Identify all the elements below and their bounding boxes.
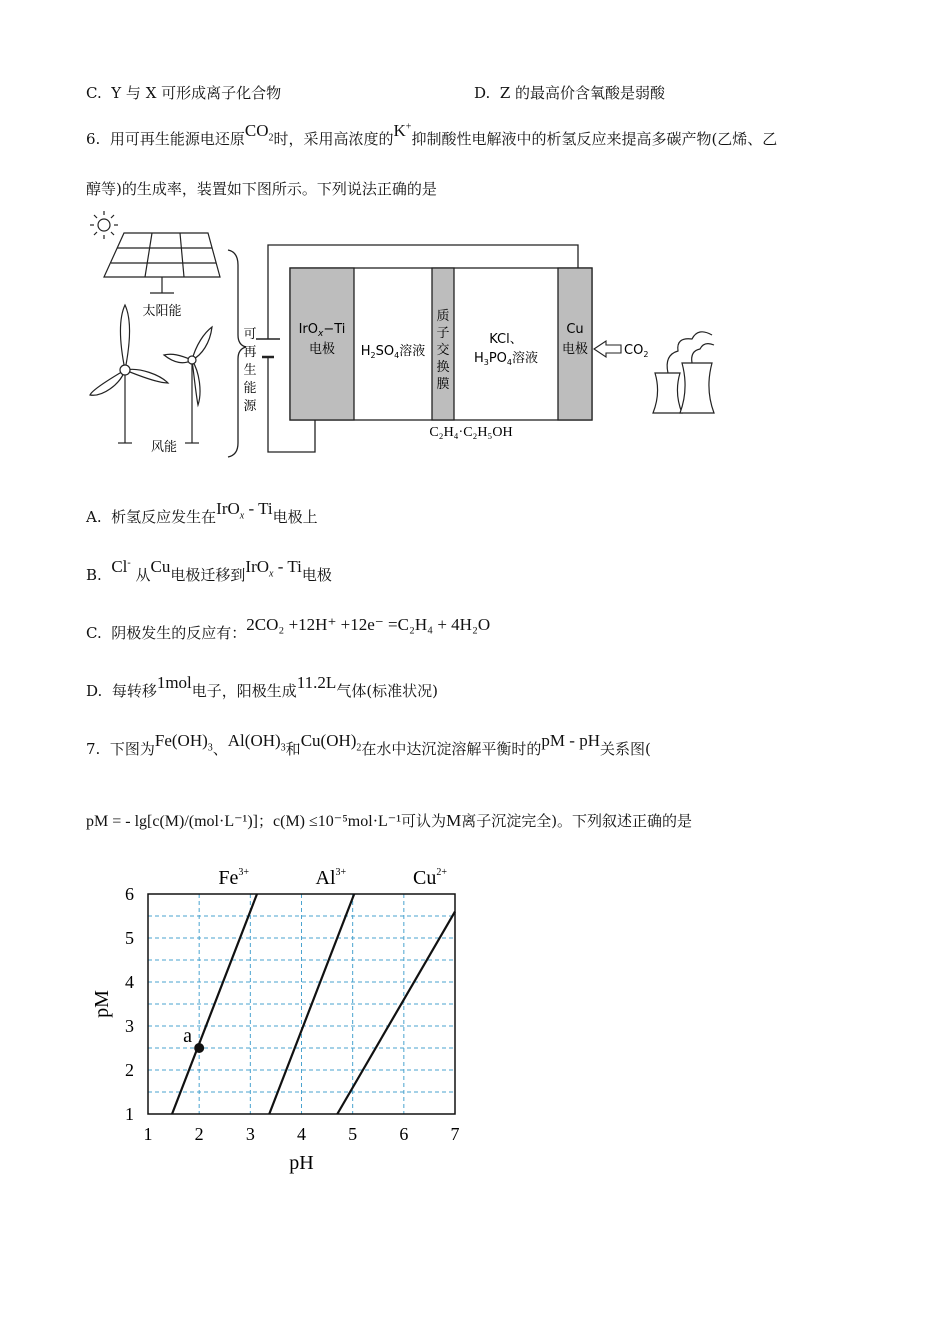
q6-option-a[interactable]	[86, 499, 318, 529]
kcl-label: KCl、	[489, 332, 523, 347]
formula-part: H	[473, 351, 484, 366]
iro2-formula	[216, 499, 273, 522]
option-text: Y 与 X 可形成离子化合物	[111, 84, 282, 102]
option-letter: C.	[86, 624, 102, 642]
membrane-char: 子	[436, 325, 450, 340]
formula-part: CO	[624, 343, 644, 358]
al-hydroxide: $Al(OH)_3$	[227, 731, 286, 754]
pm-ph-chart	[80, 860, 520, 1180]
q7-stem-line1	[86, 731, 651, 761]
q6-stem-line1	[86, 121, 778, 151]
stem-text: 可认为	[401, 812, 447, 830]
renewable-char: 再	[243, 344, 257, 359]
membrane-label	[436, 308, 449, 391]
membrane-char: 换	[436, 359, 450, 374]
complete-precipitation-criterion: c(M) ≤10⁻⁵mol·L⁻¹	[273, 813, 402, 830]
fe-hydroxide: $Fe(OH)_3$	[154, 731, 213, 754]
anode-label-part: IrO	[298, 322, 319, 337]
solar-label: 太阳能	[142, 304, 182, 319]
formula-sub: 4	[506, 358, 513, 367]
co2-text: CO	[244, 121, 269, 140]
q6-option-c[interactable]	[86, 615, 491, 643]
co2-formula: $CO_2$	[244, 121, 274, 144]
series-label-charge: 3+	[238, 867, 249, 878]
option-text: 电极迁移到	[170, 566, 246, 584]
formula-sub: 2	[643, 350, 649, 359]
option-text: 气体(标准状况)	[336, 682, 439, 700]
stem-text: 下图为	[109, 740, 155, 758]
cu-hydroxide: $Cu(OH)_2$	[300, 731, 362, 754]
formula-sub: 3	[483, 358, 489, 367]
stem-text: 时，采用高浓度的	[273, 130, 394, 148]
formula-part: - Ti	[244, 499, 273, 518]
y-axis-label: pM	[91, 990, 113, 1018]
m-symbol: M	[446, 811, 462, 830]
series-line-2	[337, 912, 455, 1114]
membrane-char: 膜	[436, 376, 450, 391]
option-text: 每转移	[111, 682, 157, 700]
formula-part: H	[360, 344, 371, 359]
point-a	[194, 1043, 204, 1053]
question-number: 7.	[86, 740, 101, 758]
y-tick-label: 3	[125, 1016, 134, 1036]
math-value: 11.2L	[296, 673, 337, 692]
x-axis-label: pH	[289, 1152, 314, 1174]
x-tick-label: 1	[143, 1124, 153, 1144]
stem-text: 在水中达沉淀溶解平衡时的	[361, 740, 542, 758]
stem-text: ；	[258, 812, 274, 830]
formula-part: PO	[488, 351, 507, 366]
anode-label-part: −Ti	[323, 322, 346, 337]
formula-part: Al(OH)	[227, 731, 281, 750]
stem-text: 关系图(	[599, 740, 651, 758]
formula-part: 溶液	[512, 351, 539, 366]
anode-label-sub: x	[318, 329, 324, 339]
cl-ion: Cl-	[111, 557, 131, 576]
stem-text: 和	[285, 740, 301, 758]
series-label-charge: 2+	[436, 867, 447, 878]
sun-icon	[90, 211, 118, 239]
solar-panel-icon	[104, 233, 220, 293]
wind-label: 风能	[150, 440, 178, 455]
pm-definition: pM = - lg[c(M)/(mol·L⁻¹)]	[86, 813, 258, 830]
y-tick-label: 1	[125, 1104, 134, 1124]
cu-label: Cu	[566, 322, 584, 337]
x-tick-label: 3	[245, 1124, 255, 1144]
option-text: 电极	[301, 566, 332, 584]
membrane-char: 质	[436, 308, 450, 323]
option-letter: D.	[474, 84, 491, 102]
series-label: $Cu^{2+}$	[413, 867, 447, 889]
series-label: $Al^{3+}$	[315, 867, 347, 889]
electrolysis-diagram	[80, 205, 740, 465]
pm-ph-label: pM - pH	[541, 731, 600, 750]
x-tick-label: 5	[348, 1124, 358, 1144]
y-tick-label: 4	[125, 972, 134, 992]
option-letter: D.	[86, 682, 103, 700]
q6-stem-line2	[86, 178, 437, 199]
series-label: $Fe^{3+}$	[218, 867, 249, 889]
wind-turbine-icon	[164, 327, 212, 443]
formula-sub: 4	[394, 351, 400, 360]
option-text: Z 的最高价含氧酸是弱酸	[499, 84, 666, 102]
renewable-char: 生	[243, 362, 257, 377]
k-text: K	[393, 121, 406, 140]
membrane-char: 交	[436, 342, 450, 357]
stem-text: 抑制酸性电解液中的析氢反应来提高多碳产物(乙烯、乙	[411, 130, 778, 148]
renewable-char: 源	[243, 398, 257, 413]
chart-grid	[148, 894, 455, 1114]
math-value: 1mol	[156, 673, 192, 692]
series-label-charge: 3+	[335, 867, 347, 878]
option-text: 阴极发生的反应有：	[111, 624, 247, 642]
battery-icon	[256, 339, 280, 357]
stem-text: 醇等)的生成率，装置如下图所示。下列说法正确的是	[86, 180, 437, 198]
x-tick-label: 7	[450, 1124, 460, 1144]
q6-option-d[interactable]	[86, 673, 439, 701]
option-letter: C.	[86, 84, 102, 102]
reaction-equation: 2CO₂ +12H⁺ +12e⁻ =C₂H₄ + 4H₂O	[246, 615, 491, 634]
formula-part: IrO	[216, 499, 240, 518]
h2so4-label	[361, 343, 425, 360]
products-label: C₂H₄·C₂H₅OH	[429, 425, 513, 440]
co2-input-label	[624, 343, 648, 359]
formula-part: Cl	[111, 557, 128, 576]
formula-part: IrO	[245, 557, 270, 576]
point-a-label: a	[183, 1025, 193, 1047]
q7-stem-line2	[86, 810, 692, 831]
stem-text: 用可再生能源电还原	[109, 130, 245, 148]
formula-part: SO	[375, 344, 395, 359]
option-letter: A.	[86, 508, 102, 526]
x-tick-label: 2	[194, 1124, 204, 1144]
x-tick-label: 4	[297, 1124, 306, 1144]
option-letter: B.	[86, 566, 102, 584]
formula-sub: 2	[370, 351, 376, 360]
stem-text: 、	[212, 740, 228, 758]
renewable-char: 可	[243, 326, 257, 341]
arrow-left-icon	[594, 341, 621, 357]
cu-label-2: 电极	[561, 342, 589, 357]
renewable-char: 能	[243, 380, 257, 395]
anode-label-2: 电极	[308, 342, 336, 357]
formula-part: 溶液	[399, 344, 426, 359]
option-text: 电极上	[272, 508, 318, 526]
y-tick-label: 5	[125, 928, 134, 948]
question-number: 6.	[86, 130, 101, 148]
y-tick-label: 6	[125, 884, 134, 904]
cu-formula: Cu	[150, 557, 171, 576]
factory-chimney-icon	[653, 332, 714, 413]
option-text: 电子，阳极生成	[191, 682, 297, 700]
renewable-label	[243, 326, 257, 413]
formula-part: - Ti	[273, 557, 302, 576]
chart-lines	[172, 894, 455, 1114]
wind-turbine-icon	[90, 305, 168, 443]
h3po4-label	[474, 350, 538, 367]
option-text: 析氢反应发生在	[111, 508, 217, 526]
x-tick-label: 6	[399, 1124, 409, 1144]
iro2-formula	[245, 557, 302, 580]
formula-part: Fe(OH)	[154, 731, 208, 750]
stem-text: 离子沉淀完全)。下列叙述正确的是	[461, 812, 693, 830]
q5-option-c	[86, 82, 281, 103]
k-ion: K+	[393, 121, 412, 140]
y-tick-label: 2	[125, 1060, 134, 1080]
q6-option-b[interactable]	[86, 557, 332, 587]
formula-part: Cu(OH)	[300, 731, 357, 750]
option-text: 从	[135, 566, 151, 584]
formula-sub: x	[239, 510, 245, 522]
formula-sub: x	[269, 568, 274, 580]
q5-option-d	[474, 82, 665, 103]
